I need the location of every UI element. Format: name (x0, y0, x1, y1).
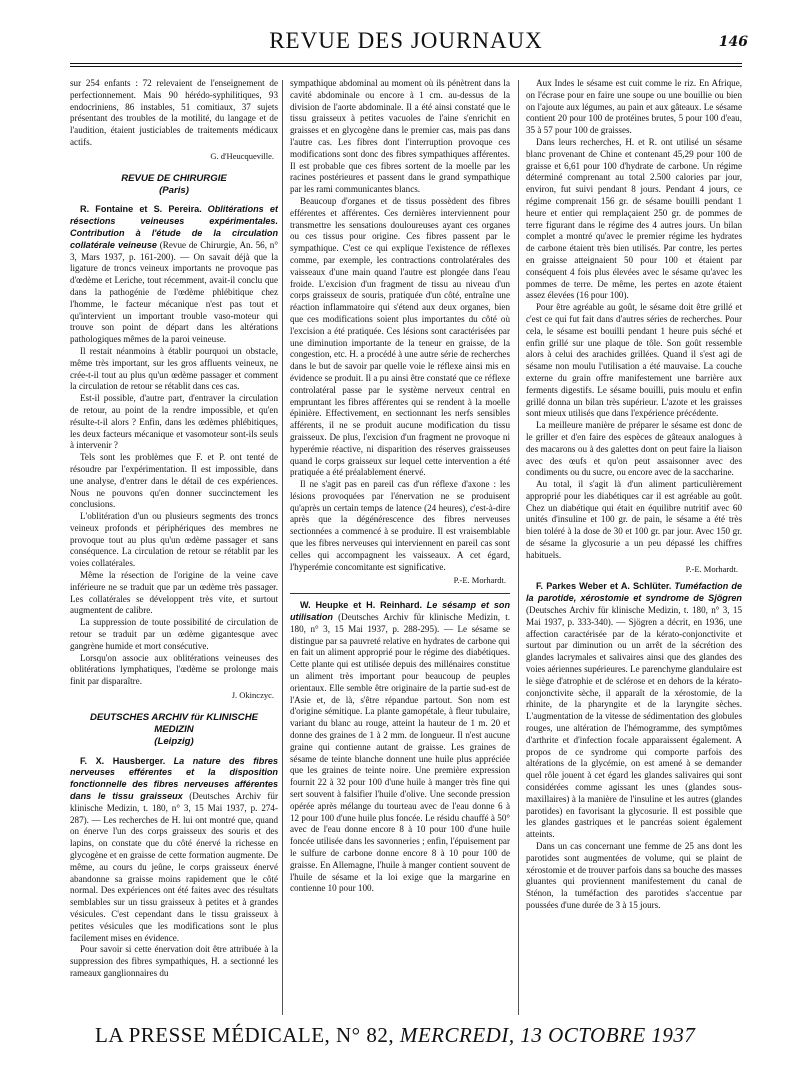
section-title: DEUTSCHES ARCHIV für KLINISCHE MEDIZIN (89, 711, 259, 735)
article-title: La nature des fibres nerveuses efférentes et la disposition fonctionnelle des fibres nerveuses afférentes dans le tissu graisseux (70, 755, 278, 802)
article-body: (Revue de Chirurgie, An. 56, n° 3, Mars 1937, p. 161-200). — On savait déjà que la ligature de troncs veineux importants ne provoque pas d'œdème et Leriche, tout récemment, avait-il conclu que dans la pathogénie de l'œdème phlébitique chez l'homme, le facteur mécanique n'est pas tout et qu'intervient un important trouble vaso-moteur qui trouve son point de départ dans les altérations pathologiques mêmes de la paroi veineuse. (70, 239, 278, 345)
article-paragraph (70, 756, 278, 945)
page-number: 146 (718, 34, 748, 50)
section-place: (Paris) (159, 184, 189, 196)
article-authors: R. Fontaine et S. Pereira. (80, 204, 202, 215)
header-rule (70, 63, 742, 64)
column-2 (290, 78, 510, 1018)
column-divider (518, 80, 519, 1015)
signature: J. Okinczyc. (231, 690, 274, 701)
article-paragraph: Lorsqu'on associe aux oblitérations veineuses des oblitérations lymphatiques, l'œdème se prolonge mais finit par disparaître. (70, 652, 278, 687)
article-paragraph (290, 600, 510, 895)
header-rule-2 (70, 66, 742, 67)
article-title: Tuméfaction de la parotide, xérostomie et syndrome de Sjögren (526, 581, 742, 604)
signature: G. d'Heucqueville. (210, 150, 274, 161)
article-paragraph: Pour être agréable au goût, le sésame doit être grillé et c'est ce qui fut fait dans d'autres séries de recherches. Pour cela, le sésame est bouilli pendant 1 heure puis séché et enfin grillé sur une plaque de tôle. Son goût ressemble alors à celui des arachides grillées. Quand il s'est agi de sésame non moulu l'utilisation a été mauvaise. La couche externe du grain offre manifestement une barrière aux ferments digestifs. Le sésame bouilli, puis moulu et enfin grillé donna un bilan très supérieur. L'azote et les graisses sont mieux utilisés que dans l'expérience précédente. (526, 302, 742, 419)
article-paragraph: Au total, il s'agit là d'un aliment particulièrement approprié pour les diabétiques car il est agréable au goût. Chez un diabétique qui était en équilibre nutritif avec 60 unités d'insuline et 100 gr. de pain, le sésame a été très bien toléré à la dose de 30 et 100 gr. par jour. Avec 150 gr. de sésame la glycosurie a un peu dépassé les chiffres habituels. (526, 479, 742, 560)
signature: P.-E. Morhardt. (685, 563, 738, 574)
page-footer (95, 1023, 795, 1048)
signature: P.-E. Morhardt. (453, 575, 506, 586)
intro-paragraph: sur 254 enfants : 72 relevaient de l'enseignement de perfectionnement. Mais 90 hérédo-syphilitiques, 93 endocriniens, 86 instables, 51 comitiaux, 37 sujets présentant des troubles de la motilité, du langage et de l'audition, étaient justiciables de traitements médicaux actifs. (70, 78, 278, 147)
section-title: REVUE DE CHIRURGIE (121, 172, 227, 184)
article-paragraph (526, 581, 742, 841)
issue-date: MERCREDI, 13 OCTOBRE 1937 (399, 1023, 696, 1047)
article-title: Le sésamp et son utilisation (290, 600, 510, 623)
article-paragraph: Même la résection de l'origine de la veine cave inférieure ne se traduit que par un œdème très passager. Les collatérales se développent très vite, et surtout augmentent de calibre. (70, 570, 278, 616)
article-paragraph: sympathique abdominal au moment où ils pénètrent dans la cavité abdominale ou encore à 1 cm. au-dessus de la division de l'aorte abdominale. Il a été ainsi constaté que le tissu graisseux à petites vacuoles de l'aine s'enrichit en graisses et en glycogène dans le premier cas, mais pas dans l'autre cas. Les fibres dont l'interruption provoque ces modifications sont donc des fibres sympathiques afférentes. Il est probable que ces fibres sortent de la moelle par les racines postérieures et passent dans le grand sympathique par les rami communicantes blancs. (290, 78, 510, 195)
article-paragraph: La suppression de toute possibilité de circulation de retour se traduit par un œdème gigantesque avec gangrène humide et mort consécutive. (70, 617, 278, 651)
article-paragraph: Il restait néanmoins à établir pourquoi un obstacle, même très important, sur les gros affluents veineux, ne crée-t-il tout au plus qu'un œdème passager et comment la circulation de retour se rétablit dans ces cas. (70, 345, 278, 392)
article-paragraph: Dans un cas concernant une femme de 25 ans dont les parotides sont augmentées de volume, qui se plaint de xérostomie et de trouver parfois dans sa bouche des masses gluantes qui proviennent manifestement du canal de Sténon, la tuméfaction des parotides s'accentue par poussées d'une durée de 3 à 15 jours. (526, 841, 742, 910)
column-1 (70, 78, 278, 1018)
article-title: Oblitérations et résections veineuses expérimentales. Contribution à l'étude de la circulation collatérale veineuse (70, 204, 278, 250)
article-paragraph (70, 204, 278, 346)
running-title: REVUE DES JOURNAUX (269, 28, 543, 53)
article-paragraph: Pour savoir si cette énervation doit être attribuée à la suppression des fibres sympathiques, H. a sectionné les rameaux ganglionnaires du (70, 944, 278, 978)
article-paragraph: La meilleure manière de préparer le sésame est donc de le griller et d'en faire des espèces de gâteaux analogues à des macarons ou à des galettes dont on peut faire la liaison avec des œufs et qu'on peut assaisonner avec des condiments ou du sucre, ou encore avec de la saccharine. (526, 420, 742, 478)
article-authors: F. X. Hausberger. (80, 755, 166, 766)
article-authors: W. Heupke et H. Reinhard. (300, 600, 423, 611)
page-header (70, 28, 748, 58)
column-3 (526, 78, 742, 1018)
article-paragraph: Dans leurs recherches, H. et R. ont utilisé un sésame blanc provenant de Chine et contenant 45,29 pour 100 de graisse et 6,61 pour 100 d'hydrate de carbone. Un régime déterminé comprenant au total 2.500 calories par jour, environ, fut suivi pendant 8 jours. Pendant 4 jours, ce régime comprenait 156 gr. de sésame bouilli pendant 1 heure et entier qui remplaçaient 250 gr. de pommes de terre figurant dans le régime des 4 autres jours. Un bilan complet a montré qu'avec le premier régime les hydrates de carbone étaient très bien utilisés. Par contre, les pertes en graisse atteignaient 50 pour 100 et étaient par conséquent 4 fois plus élevées avec le sésame qu'avec les pommes de terre. De même, les pertes en azote étaient assez élevées (16 pour 100). (526, 136, 742, 301)
article-authors: F. Parkes Weber et A. Schlüter. (536, 581, 672, 592)
article-paragraph: Est-il possible, d'autre part, d'entraver la circulation de retour, au point de la rendre impossible, et qu'en résulte-t-il alors ? Enfin, dans les œdèmes phlébitiques, les deux facteurs mécanique et vasomoteur sont-ils seuls à intervenir ? (70, 393, 278, 451)
article-separator (290, 593, 510, 594)
column-divider (282, 80, 283, 1015)
article-body: (Deutsches Archiv für klinische Medizin, t. 180, n° 3, 15 Mai 1937, p. 333-340). — Sjögren a décrit, en 1936, une affection caractérisée par de la kérato-conjonctivite et surtout par diminution ou un arrêt de la sécrétion des glandes lacrymales et salivaires ainsi que des glandes des voies aériennes supérieures. Le parenchyme glandulaire est le siège d'atrophie et de sclérose et en dehors de la kérato-conjonctivite sèche, il apparaît de la xérostomie, de la rhinite, de la pharyngite et de la laryngite sèches. L'augmentation de la vitesse de sédimentation des globules rouges, une altération de l'hémogramme, des symptômes d'arthrite et d'infection focale apparaissent également. A propos de ce syndrome qui comporte parfois des altérations de la glycémie, on est amené à se demander quel rôle jouent à cet égard les glandes salivaires qui sont considérées comme agissant les unes (glandes sous-maxillaires) à la manière de l'insuline et les autres (glandes parotides) en favorisant la glycosurie. Il est possible que les glandes gastriques et le pancréas soient également atteints. (526, 605, 742, 840)
journal-name: LA PRESSE MÉDICALE, N° 82, (95, 1023, 395, 1047)
article-paragraph: Tels sont les problèmes que F. et P. ont tenté de résoudre par l'expérimentation. Il est impossible, dans une analyse, d'entrer dans le détail de ces expériences. Nous ne pouvons qu'en donner succinctement les conclusions. (70, 452, 278, 510)
article-paragraph: L'oblitération d'un ou plusieurs segments des troncs veineux profonds et périphériques des membres ne provoque tout au plus qu'un œdème passager et sans conséquence. La circulation de retour se rétablit par les voies collatérales. (70, 511, 278, 569)
article-paragraph: Aux Indes le sésame est cuit comme le riz. En Afrique, on l'écrase pour en faire une soupe ou une bouillie ou bien on l'ajoute aux légumes, au pain et aux gâteaux. Le sésame contient 20 pour 100 de protéines brutes, 5 pour 100 d'eau, 35 à 57 pour 100 de graisses. (526, 78, 742, 136)
article-body: (Deutsches Archiv für klinische Medizin, t. 180, n° 3, 15 Mai 1937, p. 288-295). — Le sésame se distingue par sa pauvreté relative en hydrates de carbone qui en fait un aliment approprié pour le régime des diabétiques. Cette plante qui est utilisée depuis des millénaires constitue un aliment très important pour beaucoup de peuples orientaux. Elle semble être originaire de la partie sud-est de l'Asie et, de là, s'être répandue partout. Son nom est d'origine sémitique. La plante gamopétale, à fleur tubulaire, variant du blanc au rouge, atteint la hauteur de 1 m. 20 et donne des graines de 1 à 2 mm. de longueur. Il n'est aucune graine qui contienne autant de graisse. Les graines de sésame de teinte blanche donnent une huile plus appréciée que les graines de teinte noire. Une première expression fournit 22 à 32 pour 100 d'une huile à manger très fine qui sert souvent à falsifier l'huile d'olive. Une seconde pression opérée après mélange du tourteau avec de l'eau donne 6 à 12 pour 100 d'une huile plus foncée. Le résidu chauffé à 50° avec de l'eau donne encore 8 à 10 pour 100 d'une huile foncée utilisée dans les savonneries ; enfin, l'épuisement par le sulfure de carbone donne encore 8 à 10 pour 100 de graisse. En Allemagne, l'huile à manger contient souvent de l'huile de sésame et la loi exige que la margarine en contienne 10 pour 100. (290, 612, 510, 894)
article-paragraph: Beaucoup d'organes et de tissus possèdent des fibres efférentes et afférentes. Ces dernières interviennent pour transmettre les sensations douloureuses ayant ces organes ou ces tissus pour origine. Ces fibres passent par le sympathique. C'est ce qui explique l'existence de réflexes comme, par exemple, les contractions controlatérales des vaisseaux d'une main quand l'autre est plongée dans l'eau froide. L'excision d'un fragment de tissu au niveau d'un corps graisseux de souris, pratiquée d'un côté, entraîne une réaction inflammatoire qui s'étend aux deux organes, bien que ces modifications soient plus importantes du côté où l'excision a été pratiquée. Ces lésions sont caractérisées par une diminution importante de la teneur en graisse, de la congestion, etc. H. a procédé à une autre série de recherches dans le but de savoir par quelle voie le réflexe ainsi mis en évidence se produit. Il a pu ainsi être constaté que ce réflexe controlatéral passe par le système nerveux central en empruntant les fibres afférentes qui se rendent à la moelle épinière. Effectivement, en sectionnant les nerfs sensibles afférents, il ne se produit aucune modification du tissu graisseux. De plus, l'excision d'un fragment ne provoque ni hyperémie réactive, ni disparition des réserves graisseuses quand le corps graisseux sur lequel cette intervention a été pratiquée a été préalablement énervé. (290, 195, 510, 478)
article-body: (Deutsches Archiv für klinische Medizin, t. 180, n° 3, 15 Mai 1937, p. 274-287). — Les recherches de H. lui ont montré que, quand on énerve l'un des corps graisseux des souris et des lapins, on constate que du côté énervé la richesse en glycogène et en graisse de cette formation augmente. De même, au cours du jeûne, le corps graisseux énervé abandonne sa graisse moins rapidement que le côté normal. Des expériences ont été faites avec des résultats semblables sur un tissu graisseux à petites et à grandes vésicules. C'est cependant dans le tissu graisseux à petites vésicules que les modifications sont le plus facilement mises en évidence. (70, 791, 278, 943)
article-paragraph: Il ne s'agit pas en pareil cas d'un réflexe d'axone : les lésions provoquées par l'énervation ne se produisent qu'après un certain temps de latence (24 heures), c'est-à-dire après que la dégénérescence des fibres nerveuses sectionnées a commencé à se produire. Il est vraisemblable que les fibres nerveuses qui interviennent en pareil cas sont celles qui accompagnent les vaisseaux. A cet égard, l'hyperémie concomitante est significative. (290, 479, 510, 572)
section-place: (Leipzig) (154, 735, 194, 747)
